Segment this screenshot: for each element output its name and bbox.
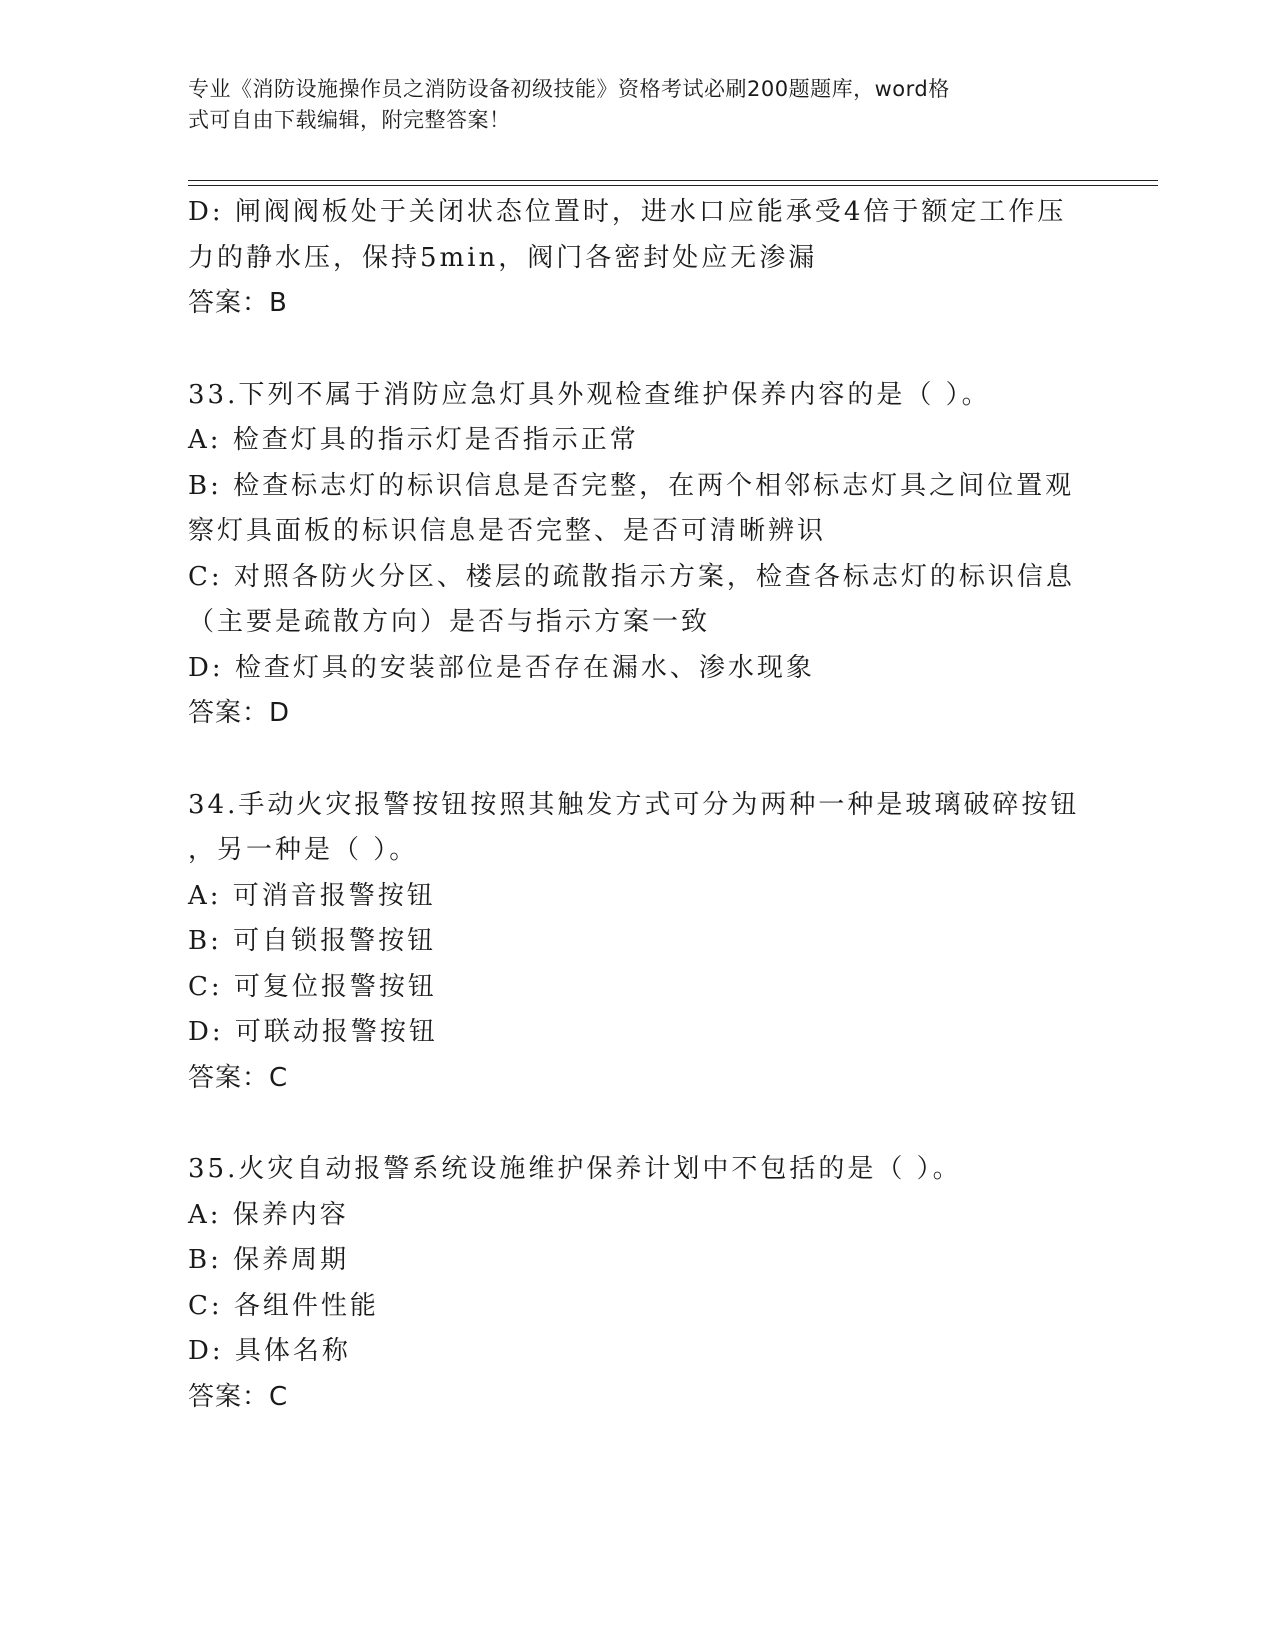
question-stem-line-1: 34.手动火灾报警按钮按照其触发方式可分为两种一种是玻璃破碎按钮 xyxy=(188,789,1080,820)
answer: 答案：C xyxy=(188,1062,289,1093)
option-b-line-1: B: 检查标志灯的标识信息是否完整，在两个相邻标志灯具之间位置观 xyxy=(188,470,1075,501)
option-d: D: 检查灯具的安装部位是否存在漏水、渗水现象 xyxy=(188,652,815,683)
question-stem: 33.下列不属于消防应急灯具外观检查维护保养内容的是（ ）。 xyxy=(188,379,991,410)
answer: 答案：C xyxy=(188,1381,289,1412)
header-divider-top xyxy=(188,180,1158,181)
option-a: A: 检查灯具的指示灯是否指示正常 xyxy=(188,425,639,455)
option-d: D: 可联动报警按钮 xyxy=(188,1017,438,1047)
option-b-line-2: 察灯具面板的标识信息是否完整、是否可清晰辨识 xyxy=(188,516,827,546)
question-35 xyxy=(188,1147,1088,1420)
option-c-line-1: C: 对照各防火分区、楼层的疏散指示方案，检查各标志灯的标识信息 xyxy=(188,561,1075,592)
option-c: C: 可复位报警按钮 xyxy=(188,971,437,1002)
answer: 答案：B xyxy=(188,288,288,318)
answer: 答案：D xyxy=(188,698,291,728)
question-32-tail xyxy=(188,190,1088,327)
option-c: C: 各组件性能 xyxy=(188,1290,379,1321)
option-b: B: 保养周期 xyxy=(188,1245,350,1275)
option-a: A: 可消音报警按钮 xyxy=(188,880,436,911)
option-a: A: 保养内容 xyxy=(188,1199,349,1230)
question-list xyxy=(188,190,1088,1466)
question-34 xyxy=(188,783,1088,1102)
document-header xyxy=(188,74,1068,136)
option-d-line-1: D: 闸阀阀板处于关闭状态位置时，进水口应能承受4倍于额定工作压 xyxy=(188,197,1067,227)
option-d: D: 具体名称 xyxy=(188,1336,351,1366)
question-stem-line-2: ，另一种是（ ）。 xyxy=(188,835,419,865)
question-33 xyxy=(188,373,1088,737)
header-divider-bottom xyxy=(188,185,1158,186)
header-line-1: 专业《消防设施操作员之消防设备初级技能》资格考试必刷200题题库，word格 xyxy=(188,77,950,101)
option-c-line-2: （主要是疏散方向）是否与指示方案一致 xyxy=(188,607,711,637)
question-stem: 35.火灾自动报警系统设施维护保养计划中不包括的是（ ）。 xyxy=(188,1154,962,1184)
option-b: B: 可自锁报警按钮 xyxy=(188,926,437,956)
option-d-line-2: 力的静水压，保持5min，阀门各密封处应无渗漏 xyxy=(188,242,818,273)
header-line-2: 式可自由下载编辑，附完整答案！ xyxy=(188,108,511,132)
